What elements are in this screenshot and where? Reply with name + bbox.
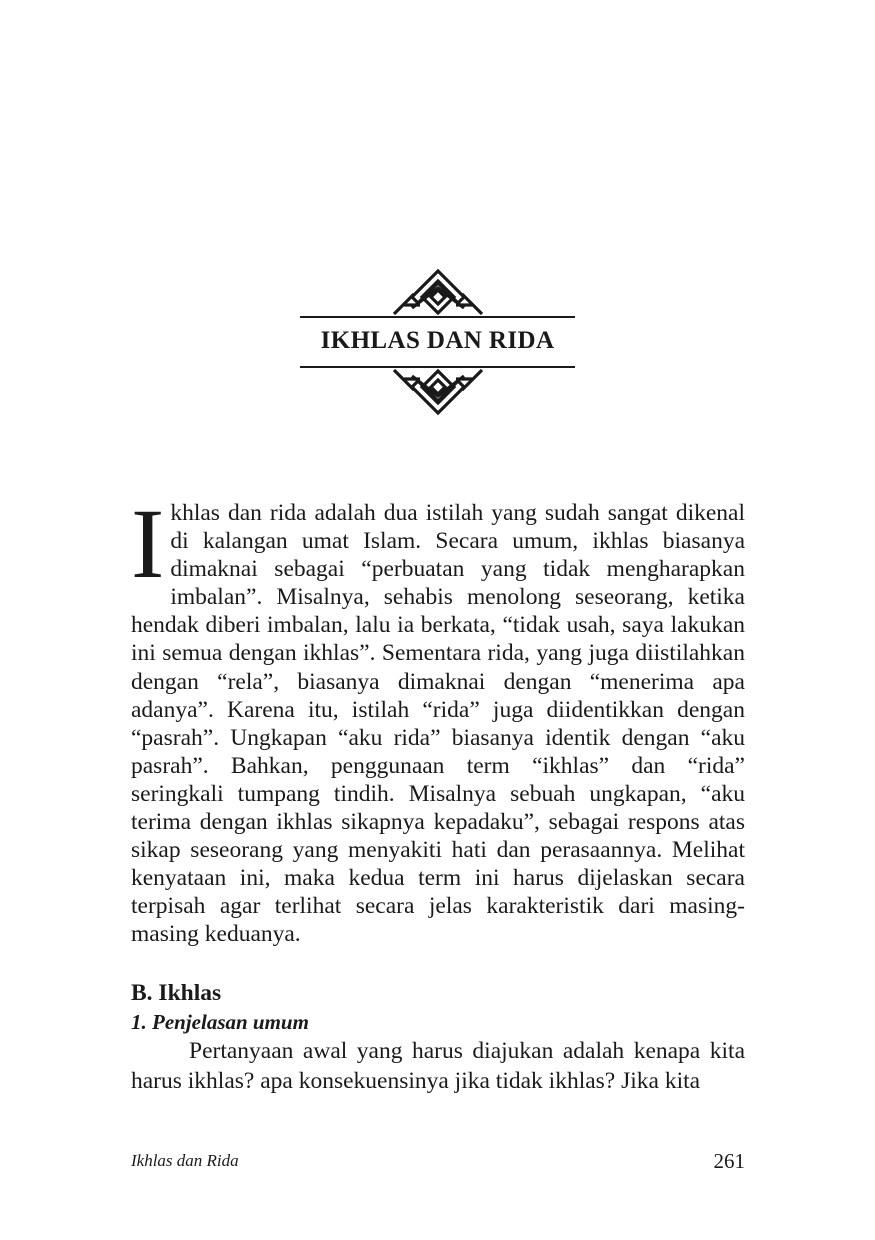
intro-text: khlas dan rida adalah dua istilah yang sudah sangat dikenal di kalangan umat Islam. Secara umum, ikhlas biasanya dimaknai sebagai “perbuatan yang tidak mengharapkan imbalan”. Misalnya, sehabis menolong seseorang, ketika hendak diberi imbalan, lalu ia berkata, “tidak usah, saya lakukan ini semua dengan ikhlas”. Sementara rida, yang juga diistilahkan dengan “rela”, biasanya dimaknai dengan “menerima apa adanya”. Karena itu, istilah “rida” juga diidentikkan dengan “pasrah”. Ungkapan “aku rida” biasanya identik dengan “aku pasrah”. Bahkan, penggunaan term “ikhlas” dan “rida” seringkali tumpang tindih. Misalnya sebuah ungkapan, “aku terima dengan ikhlas sikapnya kepadaku”, sebagai respons atas sikap seseorang yang menyakiti hati dan perasaannya. Melihat kenyataan ini, maka kedua term ini harus dijelaskan secara terpisah agar terlihat secara jelas karakteristik dari masing-masing keduanya. (131, 500, 745, 948)
islamic-star-ornament-icon-bottom (392, 368, 484, 416)
section-paragraph: Pertanyaan awal yang harus diajukan adalah kenapa kita harus ikhlas? apa konsekuensinya jika tidak ikhlas? Jika kita (131, 1038, 745, 1094)
page-number: 261 (713, 1149, 745, 1173)
intro-paragraph (131, 488, 745, 949)
running-footer-title: Ikhlas dan Rida (131, 1151, 239, 1170)
chapter-header-ornament (300, 268, 575, 416)
drop-cap: I (131, 488, 165, 599)
section-heading: B. Ikhlas (131, 980, 222, 1006)
chapter-title: IKHLAS DAN RIDA (320, 327, 555, 354)
subsection-heading: 1. Penjelasan umum (131, 1010, 309, 1034)
islamic-star-ornament-icon (392, 268, 484, 316)
title-rule-top (300, 316, 575, 318)
